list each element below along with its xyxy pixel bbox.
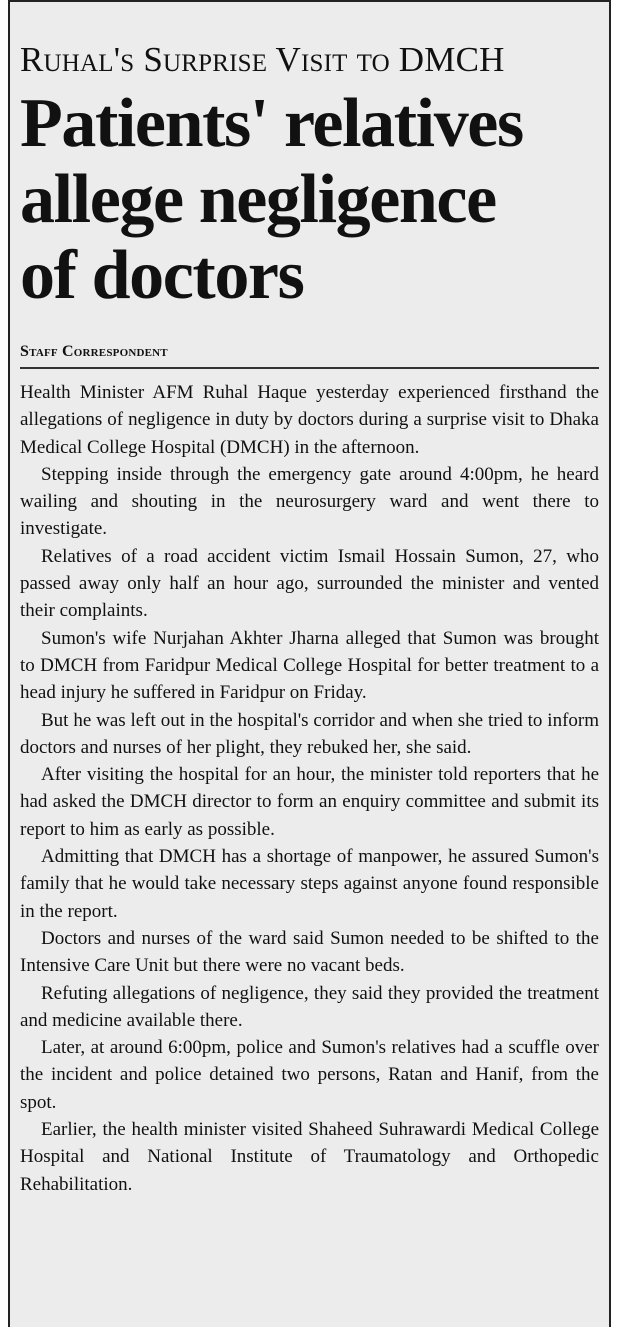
article-byline: Staff Correspondent <box>20 343 168 360</box>
article-paragraph: Earlier, the health minister visited Shaheed Suhrawardi Medical College Hospital and National Institute of Traumatology and Orthopedic Rehabilitation. <box>20 1119 599 1195</box>
headline-line: Patients' relatives <box>20 85 523 162</box>
article-headline <box>20 86 609 314</box>
article-body <box>20 379 599 1198</box>
article-paragraph: Admitting that DMCH has a shortage of manpower, he assured Sumon's family that he would take necessary steps against anyone found responsible in the report. <box>20 846 599 922</box>
article-paragraph: Stepping inside through the emergency gate around 4:00pm, he heard wailing and shouting in the neurosurgery ward and went there to investigate. <box>20 463 599 540</box>
headline-line: of doctors <box>20 237 304 314</box>
article-paragraph: Doctors and nurses of the ward said Sumon needed to be shifted to the Intensive Care Unit but there were no vacant beds. <box>20 927 599 977</box>
article-paragraph: Relatives of a road accident victim Ismail Hossain Sumon, 27, who passed away only half an hour ago, surrounded the minister and vented their complaints. <box>20 545 599 622</box>
article-paragraph: After visiting the hospital for an hour, the minister told reporters that he had asked the DMCH director to form an enquiry committee and submit its report to him as early as possible. <box>20 764 599 840</box>
article-paragraph: Sumon's wife Nurjahan Akhter Jharna alleged that Sumon was brought to DMCH from Faridpur Medical College Hospital for better treatment to a head injury he suffered in Faridpur on Friday. <box>20 627 599 704</box>
article-paragraph: Refuting allegations of negligence, they said they provided the treatment and medicine available there. <box>20 982 599 1031</box>
article-paragraph: But he was left out in the hospital's corridor and when she tried to inform doctors and nurses of her plight, they rebuked her, she said. <box>20 709 599 758</box>
newspaper-clipping <box>8 0 611 1327</box>
headline-line: allege negligence <box>20 161 496 238</box>
byline-divider <box>20 367 599 369</box>
article-paragraph: Later, at around 6:00pm, police and Sumon's relatives had a scuffle over the incident and police detained two persons, Ratan and Hanif, from the spot. <box>20 1037 599 1113</box>
article-kicker: Ruhal's Surprise Visit to DMCH <box>20 40 505 79</box>
article-paragraph: Health Minister AFM Ruhal Haque yesterday experienced firsthand the allegations of negligence in duty by doctors during a surprise visit to Dhaka Medical College Hospital (DMCH) in the afternoon. <box>20 382 599 458</box>
